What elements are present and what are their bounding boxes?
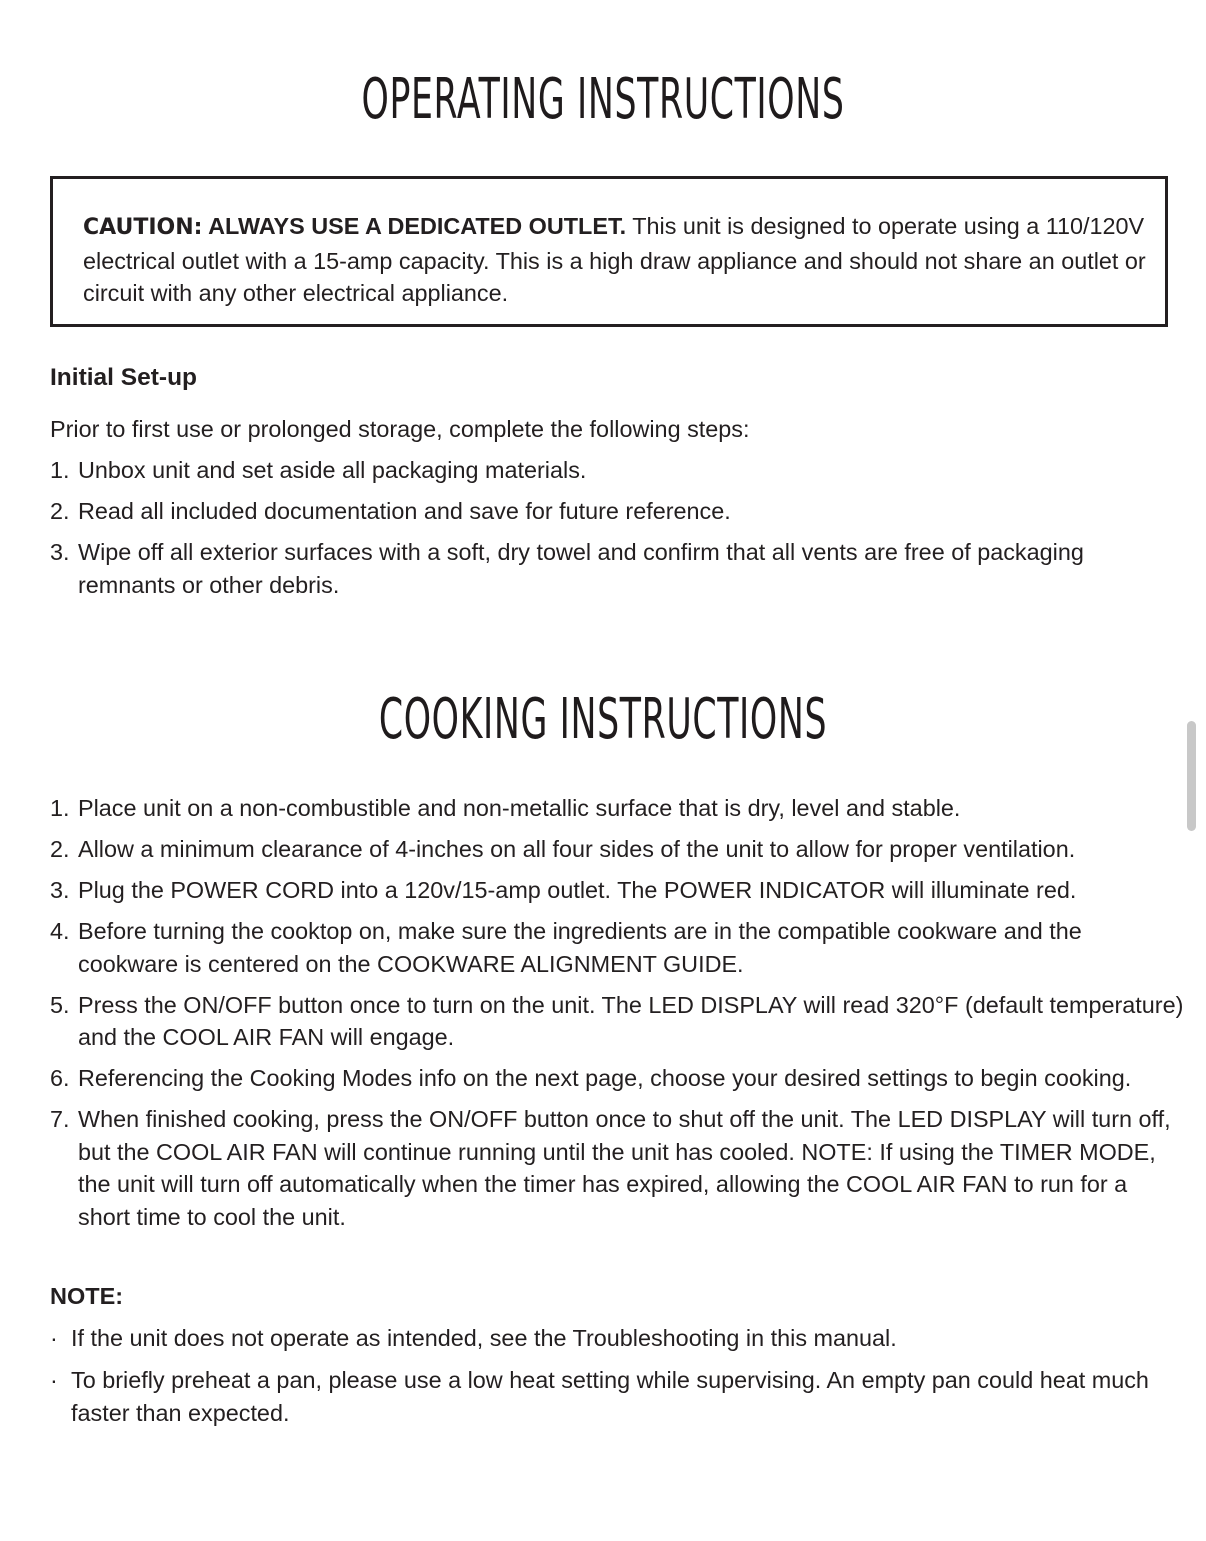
caution-body: This unit is designed to operate using a 110/120V electrical outlet with a 15-amp capacity. This is a high draw appliance and should not share an outlet or circuit with any other electrical appliance. — [83, 213, 1146, 306]
note-item — [50, 1322, 1180, 1355]
step-number: 1. — [50, 457, 70, 483]
bullet: · — [50, 1367, 58, 1393]
step-number: 4. — [50, 918, 70, 944]
initial-setup-steps — [50, 454, 1185, 610]
step-text: Press the ON/OFF button once to turn on the unit. The LED DISPLAY will read 320°F (default temperature) and the COOL AIR FAN will engage. — [78, 991, 1184, 1050]
step-text: Read all included documentation and save for future reference. — [78, 498, 731, 524]
step-number: 6. — [50, 1065, 70, 1091]
note-text: To briefly preheat a pan, please use a low heat setting while supervising. An empty pan could heat much faster than expected. — [71, 1367, 1149, 1426]
note-title: NOTE: — [50, 1283, 124, 1309]
cooking-step — [50, 989, 1185, 1054]
cooking-step — [50, 1103, 1185, 1233]
caution-label: CAUTION: — [83, 215, 203, 240]
bullet: · — [50, 1325, 58, 1351]
step-text: Referencing the Cooking Modes info on the next page, choose your desired settings to begin cooking. — [78, 1065, 1132, 1091]
cooking-step — [50, 792, 1185, 825]
step-text: Allow a minimum clearance of 4-inches on all four sides of the unit to allow for proper ventilation. — [78, 836, 1076, 862]
cooking-step — [50, 915, 1185, 980]
step-text: Wipe off all exterior surfaces with a soft, dry towel and confirm that all vents are free of packaging remnants or other debris. — [78, 539, 1084, 598]
setup-step — [50, 454, 1185, 487]
step-number: 1. — [50, 795, 70, 821]
cooking-steps — [50, 792, 1185, 1242]
caution-text — [83, 210, 1153, 310]
initial-setup-intro: Prior to first use or prolonged storage, complete the following steps: — [50, 416, 750, 442]
scrollbar-thumb[interactable] — [1187, 721, 1196, 831]
caution-emphasis: ALWAYS USE A DEDICATED OUTLET. — [202, 213, 627, 239]
operating-instructions-heading: OPERATING INSTRUCTIONS — [361, 67, 845, 132]
initial-setup-title: Initial Set-up — [50, 364, 197, 391]
step-number: 5. — [50, 991, 70, 1018]
step-number: 2. — [50, 498, 70, 524]
step-number: 3. — [50, 539, 70, 565]
step-text: Unbox unit and set aside all packaging materials. — [78, 457, 587, 483]
step-text: When finished cooking, press the ON/OFF button once to shut off the unit. The LED DISPLAY will turn off, but the COOL AIR FAN will continue running until the unit has cooled. NOTE: If using the TIMER MODE, the unit will turn off automatically when the timer has expired, allowing the COOL AIR FAN to run for a short time to cool the unit. — [78, 1106, 1171, 1230]
cooking-step — [50, 1062, 1185, 1095]
step-number: 3. — [50, 877, 70, 903]
cooking-step — [50, 833, 1185, 866]
cooking-step — [50, 874, 1185, 907]
note-item — [50, 1364, 1180, 1429]
cooking-instructions-heading: COOKING INSTRUCTIONS — [378, 687, 828, 752]
note-list — [50, 1322, 1180, 1439]
step-number: 2. — [50, 836, 70, 862]
note-text: If the unit does not operate as intended, see the Troubleshooting in this manual. — [71, 1325, 897, 1351]
setup-step — [50, 495, 1185, 528]
caution-box — [50, 176, 1168, 327]
setup-step — [50, 536, 1185, 601]
step-text: Before turning the cooktop on, make sure the ingredients are in the compatible cookware and the cookware is centered on the COOKWARE ALIGNMENT GUIDE. — [78, 918, 1082, 977]
step-text: Plug the POWER CORD into a 120v/15-amp outlet. The POWER INDICATOR will illuminate red. — [78, 877, 1077, 903]
step-text: Place unit on a non-combustible and non-metallic surface that is dry, level and stable. — [78, 795, 961, 821]
step-number: 7. — [50, 1106, 70, 1132]
